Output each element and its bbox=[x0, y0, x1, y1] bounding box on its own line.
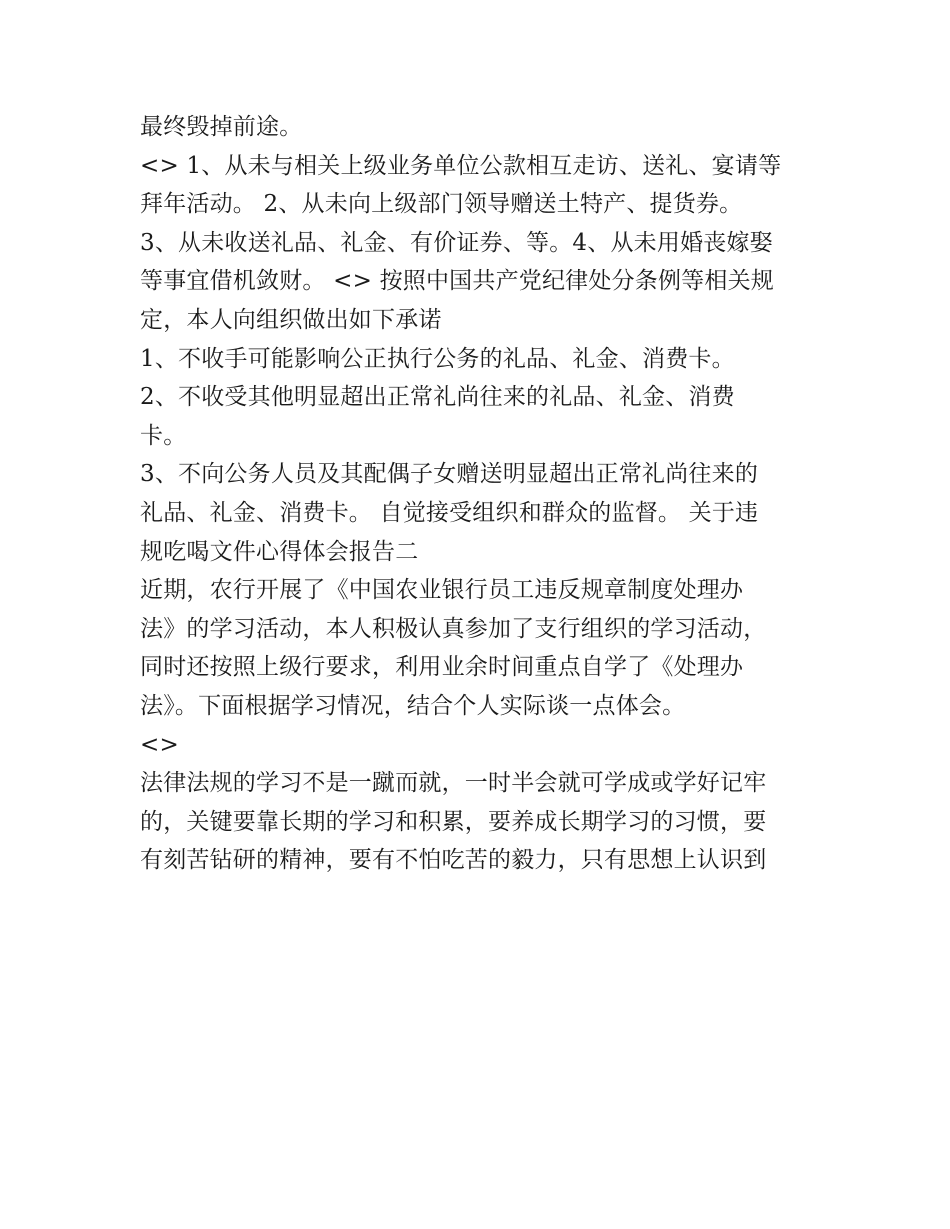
text-line: 定，本人向组织做出如下承诺 bbox=[140, 306, 442, 333]
document-page bbox=[140, 108, 820, 880]
text-line: 3、从未收送礼品、礼金、有价证券、等。4、从未用婚丧嫁娶 bbox=[140, 229, 773, 256]
text-line: 法律法规的学习不是一蹴而就，一时半会就可学成或学好记牢 bbox=[140, 770, 767, 797]
text-line: 2、不收受其他明显超出正常礼尚往来的礼品、礼金、消费 bbox=[140, 384, 735, 411]
text-line: 卡。 bbox=[140, 422, 187, 449]
text-line: 法》的学习活动，本人积极认真参加了支行组织的学习活动， bbox=[140, 615, 767, 642]
text-line: 法》。下面根据学习情况，结合个人实际谈一点体会。 bbox=[140, 692, 686, 719]
text-line: 的，关键要靠长期的学习和积累，要养成长期学习的习惯，要 bbox=[140, 808, 767, 835]
section-title-line: 规吃喝文件心得体会报告二 bbox=[140, 538, 419, 565]
text-line: 1、不收手可能影响公正执行公务的礼品、礼金、消费卡。 bbox=[140, 345, 735, 372]
text-line: 近期，农行开展了《中国农业银行员工违反规章制度处理办 bbox=[140, 577, 744, 604]
text-line: 等事宜借机敛财。 <> 按照中国共产党纪律处分条例等相关规 bbox=[140, 268, 774, 295]
text-line: <> bbox=[140, 731, 179, 758]
text-line: 3、不向公务人员及其配偶子女赠送明显超出正常礼尚往来的 bbox=[140, 461, 759, 488]
text-line: 有刻苦钻研的精神，要有不怕吃苦的毅力，只有思想上认识到 bbox=[140, 847, 767, 874]
text-line: <> 1、从未与相关上级业务单位公款相互走访、送礼、宴请等 bbox=[140, 152, 782, 179]
text-line: 拜年活动。 2、从未向上级部门领导赠送土特产、提货券。 bbox=[140, 191, 743, 218]
text-line: 同时还按照上级行要求，利用业余时间重点自学了《处理办 bbox=[140, 654, 744, 681]
text-line: 礼品、礼金、消费卡。 自觉接受组织和群众的监督。 关于违 bbox=[140, 499, 759, 526]
text-line: 最终毁掉前途。 bbox=[140, 114, 303, 140]
